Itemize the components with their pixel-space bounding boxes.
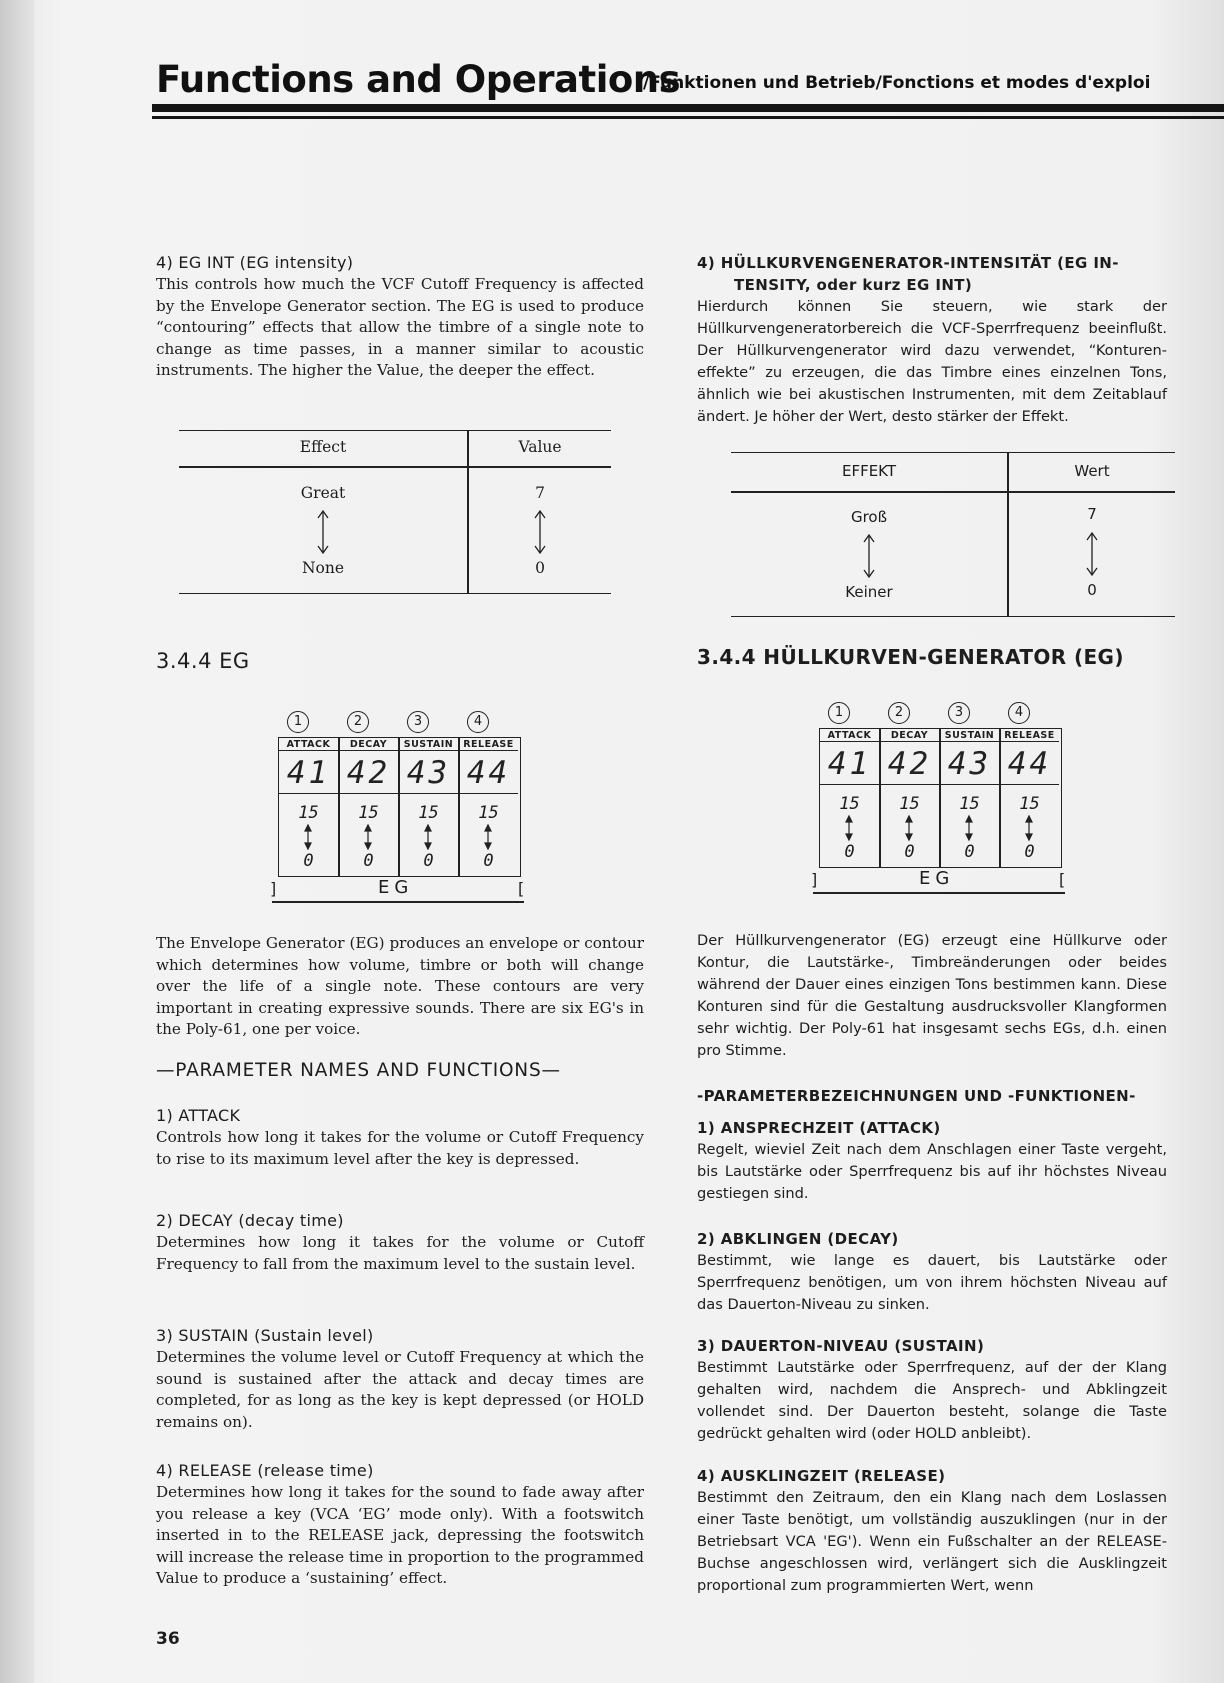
table-header-rule <box>179 466 611 468</box>
eg-label-attack: ATTACK <box>820 730 879 742</box>
eg-label-release: RELEASE <box>459 739 518 751</box>
en-eg-body: The Envelope Generator (EG) produces an envelope or contour which determines how volume, timbre or both will change over the life of a single note. These contours are very important in creating expressive sounds. There are six EG's in the Poly-61, one per voice. <box>156 934 644 1039</box>
en-table-header-value: Value <box>518 438 562 456</box>
de-param-heading: 1) ANSPRECHZEIT (ATTACK) <box>697 1119 941 1137</box>
eg-min-decay: 0 <box>363 851 374 871</box>
circled-number-2: 2 <box>888 702 910 724</box>
en-params-banner: —PARAMETER NAMES AND FUNCTIONS— <box>156 1060 561 1081</box>
eg-range-arrows <box>276 823 522 851</box>
de-eg-panel <box>811 702 1066 897</box>
eg-max-attack: 15 <box>839 794 860 814</box>
de-param-body: Bestimmt, wie lange es dauert, bis Lautstärke oder Sperrfrequenz benötigen, um von ihrem höchsten Niveau auf das Dauerton-Niveau zu sinken. <box>697 1252 1167 1313</box>
en-param-release <box>156 1460 644 1590</box>
circled-number-3: 3 <box>407 711 429 733</box>
de-table-bottom-value: 0 <box>1087 581 1097 599</box>
de-eg-int-heading: 4) HÜLLKURVENGENERATOR-INTENSITÄT (EG IN- <box>697 254 1119 272</box>
de-param-decay <box>697 1228 1167 1316</box>
de-eg-int-section <box>697 252 1167 428</box>
eg-group-rule <box>272 901 524 903</box>
eg-label-sustain: SUSTAIN <box>399 739 458 751</box>
en-param-body: Determines how long it takes for the sound to fade away after you release a key (VCA ‘EG’ mode only). With a footswitch inserted in to the RELEASE jack, depressing the footswitch will increase the release time in proportion to the programmed Value to produce a ‘sustaining’ effect. <box>156 1483 644 1588</box>
de-eg-description <box>697 930 1167 1062</box>
eg-display-decay: 42 <box>880 744 939 785</box>
eg-min-attack: 0 <box>303 851 314 871</box>
eg-display-sustain: 43 <box>399 753 458 794</box>
eg-min-attack: 0 <box>844 842 855 862</box>
header-rule-thick <box>152 104 1224 112</box>
page-binding-edge <box>0 0 34 1683</box>
de-param-body: Regelt, wieviel Zeit nach dem Anschlagen einer Taste vergeht, bis Lautstärke oder Sperrfrequenz bis auf ihr höchstes Niveau gestiegen sind. <box>697 1141 1167 1202</box>
de-eg-int-heading-cont: TENSITY, oder kurz EG INT) <box>734 276 973 294</box>
en-eg-panel <box>270 711 525 906</box>
en-param-body: Determines the volume level or Cutoff Frequency at which the sound is sustained after the attack and decay times are completed, for as long as the key is kept depressed (or HOLD remains on). <box>156 1348 644 1431</box>
double-arrow-icon <box>530 509 550 555</box>
eg-max-decay: 15 <box>358 803 379 823</box>
en-eg-description <box>156 933 644 1041</box>
circled-number-4: 4 <box>467 711 489 733</box>
en-param-heading: 4) RELEASE (release time) <box>156 1461 374 1480</box>
en-param-heading: 1) ATTACK <box>156 1106 241 1125</box>
en-params-banner-wrap <box>156 1060 644 1081</box>
en-table-header-effect: Effect <box>299 438 347 456</box>
eg-max-release: 15 <box>1019 794 1040 814</box>
eg-range-arrows <box>817 814 1063 842</box>
en-table-bottom-label: None <box>301 559 345 577</box>
de-effect-table <box>731 452 1175 617</box>
en-param-body: Controls how long it takes for the volume or Cutoff Frequency to rise to its maximum level after the key is depressed. <box>156 1128 644 1168</box>
eg-bracket-right: [ <box>518 879 525 898</box>
en-param-decay <box>156 1210 644 1275</box>
eg-display-attack: 41 <box>820 744 879 785</box>
circled-number-1: 1 <box>287 711 309 733</box>
eg-min-release: 0 <box>483 851 494 871</box>
eg-bracket-left: ] <box>270 879 277 898</box>
eg-min-release: 0 <box>1024 842 1035 862</box>
de-eg-section-title: 3.4.4 HÜLLKURVEN-GENERATOR (EG) <box>697 645 1124 669</box>
de-param-body: Bestimmt Lautstärke oder Sperrfrequenz, auf der der Klang gehalten wird, nachdem die Ansprech- und Abklingzeit vollendet sind. Der Dauerton besteht, solange die Taste gedrückt gehalten wird (oder HOLD anbleibt). <box>697 1359 1167 1442</box>
eg-bracket-right: [ <box>1059 870 1066 889</box>
en-param-body: Determines how long it takes for the volume or Cutoff Frequency to fall from the maximum level to the sustain level. <box>156 1233 644 1273</box>
de-param-heading: 2) ABKLINGEN (DECAY) <box>697 1230 899 1248</box>
eg-display-attack: 41 <box>279 753 338 794</box>
circled-number-4: 4 <box>1008 702 1030 724</box>
en-eg-int-body: This controls how much the VCF Cutoff Frequency is affected by the Envelope Generator section. The EG is used to produce “contouring” effects that allow the timbre of a single note to change as time passes, in a manner similar to acoustic instruments. The higher the Value, the deeper the effect. <box>156 275 644 380</box>
eg-label-attack: ATTACK <box>279 739 338 751</box>
en-table-top-label: Great <box>300 484 346 502</box>
eg-display-release: 44 <box>459 753 518 794</box>
circled-number-3: 3 <box>948 702 970 724</box>
de-table-bottom-label: Keiner <box>845 583 893 601</box>
de-param-body: Bestimmt den Zeitraum, den ein Klang nach dem Loslassen einer Taste benötigt, um vollständig auszuklingen (nur in der Betriebsart VCA 'EG'). Wenn ein Fußschalter an der RELEASE-Buchse angeschlossen wird, verlängert sich die Ausklingzeit proportional zum programmierten Wert, wenn <box>697 1489 1167 1594</box>
eg-max-release: 15 <box>478 803 499 823</box>
de-param-sustain <box>697 1335 1167 1445</box>
en-param-attack <box>156 1105 644 1170</box>
de-param-heading: 4) AUSKLINGZEIT (RELEASE) <box>697 1467 946 1485</box>
de-table-top-value: 7 <box>1087 505 1097 523</box>
circled-number-2: 2 <box>347 711 369 733</box>
de-param-release <box>697 1465 1167 1597</box>
eg-max-sustain: 15 <box>959 794 980 814</box>
eg-group-name: EG <box>378 877 414 898</box>
page-subtitle: /Funktionen und Betrieb/Fonctions et modes d'exploi <box>643 73 1151 93</box>
eg-min-sustain: 0 <box>964 842 975 862</box>
eg-bracket-left: ] <box>811 870 818 889</box>
eg-label-sustain: SUSTAIN <box>940 730 999 742</box>
de-params-banner: -PARAMETERBEZEICHNUNGEN UND -FUNKTIONEN- <box>697 1087 1136 1105</box>
page-title: Functions and Operations <box>156 58 681 101</box>
de-param-attack <box>697 1117 1167 1205</box>
double-arrow-icon <box>859 533 879 579</box>
eg-label-decay: DECAY <box>880 730 939 742</box>
en-param-heading: 3) SUSTAIN (Sustain level) <box>156 1326 374 1345</box>
eg-max-sustain: 15 <box>418 803 439 823</box>
en-table-top-value: 7 <box>535 484 545 502</box>
eg-max-decay: 15 <box>899 794 920 814</box>
de-table-header-value: Wert <box>1074 462 1110 480</box>
de-eg-int-body: Hierdurch können Sie steuern, wie stark der Hüllkurvengeneratorbereich die VCF-Sperrfrequenz beeinflußt. Der Hüllkurvengenerator wird dazu verwendet, “Konturen-effekte” zu erzeugen, die das Timbre eines einzelnen Tons, ähnlich wie bei akustischen Instrumenten, mit dem Zeitablauf ändert. Je höher der Wert, desto stärker der Effekt. <box>697 298 1167 425</box>
circled-number-1: 1 <box>828 702 850 724</box>
eg-min-sustain: 0 <box>423 851 434 871</box>
eg-min-decay: 0 <box>904 842 915 862</box>
eg-max-attack: 15 <box>298 803 319 823</box>
en-eg-section-title: 3.4.4 EG <box>156 649 250 673</box>
de-table-header-effect: EFFEKT <box>841 462 897 480</box>
en-effect-table <box>179 430 611 594</box>
eg-display-release: 44 <box>1000 744 1059 785</box>
eg-label-release: RELEASE <box>1000 730 1059 742</box>
double-arrow-icon <box>313 509 333 555</box>
header-rule-thin <box>152 116 1224 119</box>
de-param-heading: 3) DAUERTON-NIVEAU (SUSTAIN) <box>697 1337 985 1355</box>
en-eg-int-section <box>156 252 644 382</box>
eg-group-name: EG <box>919 868 955 889</box>
en-param-heading: 2) DECAY (decay time) <box>156 1211 344 1230</box>
de-table-top-label: Groß <box>850 508 888 526</box>
eg-display-sustain: 43 <box>940 744 999 785</box>
de-eg-body: Der Hüllkurvengenerator (EG) erzeugt eine Hüllkurve oder Kontur, die Lautstärke-, Timbreänderungen oder beides während der Dauer eines einzigen Tons bestimmen kann. Diese Konturen sind für die Gestaltung ausdrucksvoller Klangformen sehr wichtig. Der Poly-61 hat insgesamt sechs EGs, d.h. einen pro Stimme. <box>697 932 1167 1059</box>
en-eg-section-title-wrap <box>156 650 644 672</box>
table-header-rule <box>731 491 1175 493</box>
en-param-sustain <box>156 1325 644 1433</box>
double-arrow-icon <box>1082 531 1102 577</box>
eg-label-decay: DECAY <box>339 739 398 751</box>
en-eg-int-heading: 4) EG INT (EG intensity) <box>156 253 354 272</box>
de-eg-section-title-wrap <box>697 646 1167 668</box>
en-table-bottom-value: 0 <box>535 559 545 577</box>
eg-group-rule <box>813 892 1065 894</box>
page-number: 36 <box>156 1629 180 1649</box>
eg-display-decay: 42 <box>339 753 398 794</box>
de-params-banner-wrap <box>697 1087 1167 1105</box>
